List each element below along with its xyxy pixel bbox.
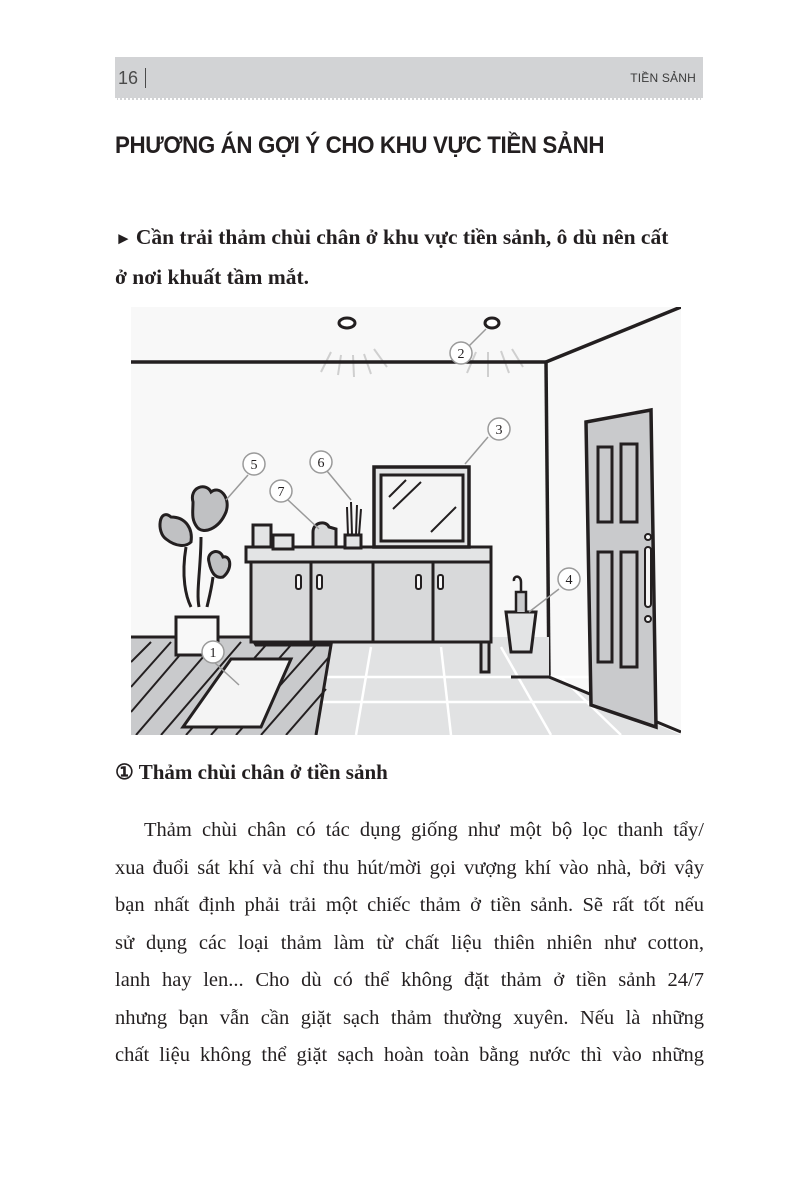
callout-7	[270, 480, 292, 502]
header-divider	[145, 68, 146, 88]
lead-line-2: ở nơi khuất tầm mắt.	[115, 265, 310, 289]
section-heading: ① Thảm chùi chân ở tiền sảnh	[115, 760, 388, 784]
triangle-marker-icon: ►	[115, 229, 132, 248]
body-line: chất liệu không thể giặt sạch hoàn toàn bằng nước thì vào những	[115, 1044, 704, 1066]
callout-5	[243, 453, 265, 475]
body-line: nhưng bạn vẫn cần giặt sạch thảm thường xuyên. Nếu là những	[115, 1006, 704, 1029]
lead-paragraph	[115, 218, 715, 296]
ceiling-light-left	[339, 318, 355, 328]
lead-line-1: Cần trải thảm chùi chân ở khu vực tiền sảnh, ô dù nên cất	[135, 225, 669, 249]
callout-1	[202, 641, 224, 663]
svg-text:1: 1	[209, 646, 217, 661]
wall-mirror	[374, 467, 469, 547]
photo-frame-2	[273, 535, 293, 549]
callout-3	[488, 418, 510, 440]
page-number: 16	[118, 68, 139, 88]
running-head-title: TIỀN SẢNH	[630, 71, 696, 85]
ceiling-light-right	[485, 318, 499, 328]
body-line: lanh hay len... Cho dù có thể không đặt thảm ở tiền sảnh 24/7	[115, 969, 704, 991]
svg-text:4: 4	[565, 573, 573, 588]
callout-6	[310, 451, 332, 473]
running-header	[115, 57, 703, 100]
svg-text:5: 5	[250, 458, 258, 473]
svg-text:6: 6	[317, 456, 325, 471]
body-line: bạn nhất định phải trải một chiếc thảm ở tiền sảnh. Sẽ rất tốt nếu	[115, 894, 704, 916]
svg-text:7: 7	[277, 485, 285, 500]
body-line: sử dụng các loại thảm làm từ chất liệu thiên nhiên như cotton,	[115, 931, 704, 954]
svg-text:3: 3	[495, 423, 503, 438]
svg-text:2: 2	[457, 347, 465, 362]
body-line: Thảm chùi chân có tác dụng giống như một bộ lọc thanh tẩy/	[144, 819, 704, 841]
photo-frame-1	[253, 525, 271, 547]
body-paragraph	[115, 812, 715, 1075]
callout-4	[558, 568, 580, 590]
body-line: xua đuổi sát khí và chỉ thu hút/mời gọi vượng khí vào nhà, bởi vậy	[115, 856, 704, 879]
callout-2	[450, 342, 472, 364]
entryway-illustration	[131, 307, 681, 735]
page-title: PHƯƠNG ÁN GỢI Ý CHO KHU VỰC TIỀN SẢNH	[115, 132, 605, 159]
front-door	[586, 410, 656, 727]
